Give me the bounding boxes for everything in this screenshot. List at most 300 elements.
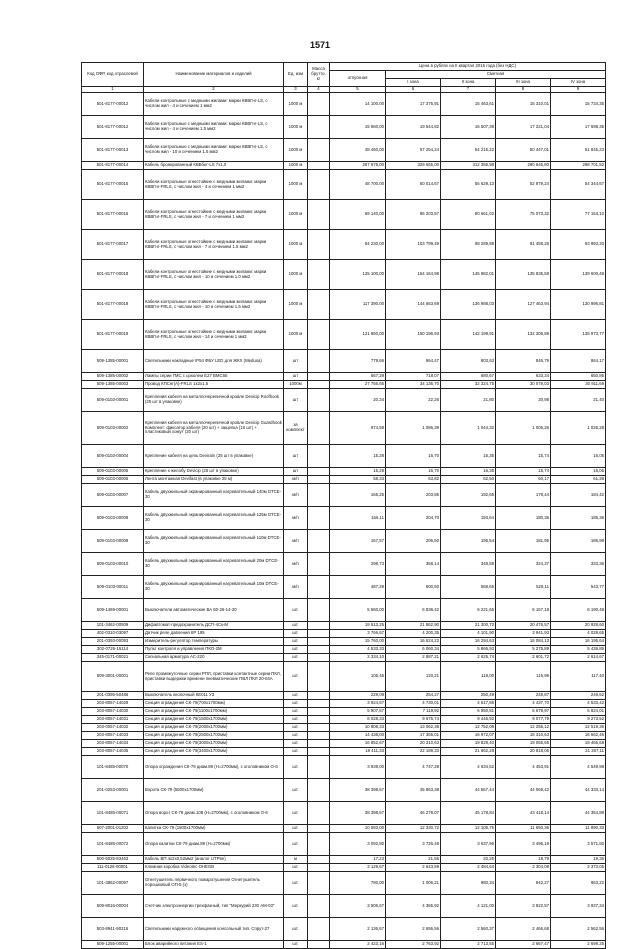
cell-price-zone1: 17 375,91 [386, 93, 441, 116]
cell-price-otpusk: 58,33 [330, 476, 386, 484]
table-row [82, 412, 606, 445]
cell-price-zone4: 2 562,56 [551, 918, 606, 941]
cell-price-zone1: 4 200,35 [386, 630, 441, 638]
table-row [82, 825, 606, 833]
cell-price-zone1: 150 196,93 [386, 320, 441, 350]
cell-price-zone4: 333,36 [551, 553, 606, 576]
cell-price-zone4: 19,35 [551, 856, 606, 864]
cell-unit: за комплект [284, 412, 308, 445]
cell-price-otpusk: 10 808,33 [330, 724, 386, 732]
cell-price-zone4: 21,40 [551, 389, 606, 412]
cell-mass [308, 162, 330, 170]
cell-mass [308, 200, 330, 230]
cell-unit: 1000 м [284, 170, 308, 200]
cell-code: 501-8177-00014 [82, 162, 144, 170]
cell-code: 501-8177-00013 [82, 139, 144, 162]
cell-unit: м/п [284, 553, 308, 576]
cell-price-otpusk: 105,45 [330, 662, 386, 692]
cell-name: Дифавтомат-предохранитель ДСП-4Ск-М [144, 622, 284, 630]
cell-price-otpusk: 20,34 [330, 389, 386, 412]
cell-mass [308, 740, 330, 748]
cell-price-zone1: 13 062,35 [386, 724, 441, 732]
cell-price-zone2: 12 105,75 [441, 825, 496, 833]
table-row [82, 320, 606, 350]
cell-price-zone2: 20,25 [441, 856, 496, 864]
cell-code: 203-8057-14033 [82, 732, 144, 740]
cell-price-zone3: 127 463,94 [496, 290, 551, 320]
cell-name: Секция ограждения СК-79(700х1700мм) [144, 700, 284, 708]
cell-mass [308, 662, 330, 692]
cell-unit: шт. [284, 756, 308, 779]
cell-price-zone3: 248,87 [496, 692, 551, 700]
cell-price-zone4: 21 267,11 [551, 748, 606, 756]
table-row [82, 230, 606, 260]
table-row [82, 856, 606, 864]
cell-code: 501-8177-00015 [82, 170, 144, 200]
cell-name: Кабель ВП 4х2х0,52мм2 (аналог UTP5e) [144, 856, 284, 864]
cell-name: Светильники накладные IP54 ФБУ LED для ЖКХ (Medusa) [144, 350, 284, 373]
cell-price-zone2: 21 662,28 [441, 748, 496, 756]
cell-price-otpusk: 84 230,00 [330, 230, 386, 260]
table-body [82, 93, 606, 949]
cell-name: Пульт контроля и управления ПКО-2М [144, 646, 284, 654]
cell-price-zone3: 15,74 [496, 445, 551, 468]
cell-unit: шт. [284, 724, 308, 732]
table-row [82, 389, 606, 412]
cell-price-zone1: 21,55 [386, 856, 441, 864]
cell-code: 501-8177-00012 [82, 93, 144, 116]
table-row [82, 530, 606, 553]
cell-unit: 1000 м [284, 200, 308, 230]
cell-name: Секция ограждения СК-79(1100х1700мм) [144, 708, 284, 716]
cell-price-zone1: 7 119,92 [386, 708, 441, 716]
cell-price-zone4: 51 845,23 [551, 139, 606, 162]
cell-price-zone2: 142 199,91 [441, 320, 496, 350]
cell-code: 101-8485-00072 [82, 833, 144, 856]
cell-price-zone3: 135 835,58 [496, 260, 551, 290]
cell-unit: м/п [284, 484, 308, 507]
cell-price-otpusk: 165,25 [330, 484, 386, 507]
cell-mass [308, 260, 330, 290]
cell-price-otpusk: 15,28 [330, 445, 386, 468]
cell-price-otpusk: 15,28 [330, 468, 386, 476]
table-row [82, 833, 606, 856]
cell-price-zone1: 203,86 [386, 484, 441, 507]
cell-mass [308, 373, 330, 381]
cell-price-zone3: 180,36 [496, 507, 551, 530]
cell-unit: м/п [284, 507, 308, 530]
cell-name: Кабель бронированный КВБбнг-LS 7х1,0 [144, 162, 284, 170]
cell-code: 503-8941-90216 [82, 918, 144, 941]
cell-unit: шт. [284, 740, 308, 748]
table-row [82, 646, 606, 654]
cell-unit: шт. [284, 748, 308, 756]
cell-price-zone1: 206,50 [386, 530, 441, 553]
cell-unit: шт. [284, 716, 308, 724]
cell-name: Измеритель-регулятор температуры [144, 638, 284, 646]
cell-mass [308, 350, 330, 373]
cell-price-zone1: 204,70 [386, 507, 441, 530]
cell-price-zone4: 1 025,28 [551, 412, 606, 445]
table-row [82, 599, 606, 622]
cell-name: Кабели контрольные огнестойкие с медными жилами: марки КВВГнг-FRLS, с числом жил - 7 и сечением 1 мм2 [144, 200, 284, 230]
index-cell: 6 [386, 87, 441, 93]
cell-code: 111-0126-00001 [82, 864, 144, 872]
cell-price-otpusk: 38 398,67 [330, 779, 386, 802]
cell-unit: шт. [284, 662, 308, 692]
cell-price-zone1: 21 862,90 [386, 622, 441, 630]
cell-price-zone1: 17 365,01 [386, 732, 441, 740]
cell-price-otpusk: 48 460,00 [330, 139, 386, 162]
cell-price-zone3: 3 822,57 [496, 895, 551, 918]
cell-mass [308, 116, 330, 139]
cell-price-otpusk: 2 334,10 [330, 654, 386, 662]
cell-price-zone4: 543,77 [551, 576, 606, 599]
cell-price-zone2: 195,54 [441, 530, 496, 553]
table-row [82, 468, 606, 476]
cell-price-zone2: 54 215,22 [441, 139, 496, 162]
table-row [82, 716, 606, 724]
cell-price-otpusk: 567,29 [330, 373, 386, 381]
cell-price-zone3: 115,96 [496, 662, 551, 692]
index-cell: 2 [144, 87, 284, 93]
cell-price-zone2: 80 661,02 [441, 200, 496, 230]
cell-mass [308, 389, 330, 412]
cell-price-otpusk: 974,58 [330, 412, 386, 445]
cell-code: 509-1385-00002 [82, 373, 144, 381]
cell-price-zone3: 2 667,47 [496, 941, 551, 949]
cell-code: 501-8177-00016 [82, 200, 144, 230]
header-zone-3: III зона [496, 79, 551, 87]
cell-price-zone1: 718,07 [386, 373, 441, 381]
cell-price-zone4: 135 973,77 [551, 320, 606, 350]
cell-price-zone1: 4 730,01 [386, 700, 441, 708]
cell-price-zone3: 633,34 [496, 373, 551, 381]
cell-price-zone4: 16 195,64 [551, 638, 606, 646]
cell-price-zone1: 368,14 [386, 553, 441, 576]
cell-price-zone4: 93 993,20 [551, 230, 606, 260]
cell-code: 402-0310-03097 [82, 630, 144, 638]
cell-unit: шт. [284, 630, 308, 638]
cell-name: Датчик реле давления КР 195 [144, 630, 284, 638]
cell-price-zone2: 62,50 [441, 476, 496, 484]
cell-price-zone3: 5 275,89 [496, 646, 551, 654]
cell-name: Выключатель кнопочный КЕ011 УЗ [144, 692, 284, 700]
index-cell: 8 [496, 87, 551, 93]
cell-mass [308, 622, 330, 630]
cell-unit: шт. [284, 732, 308, 740]
cell-name: Реле промежуточные серии РПЛ, приставки контактные серии ПКЛ, приставки выдержки времени пневматические ПВЛ ПКЛ 20-04А [144, 662, 284, 692]
cell-price-zone4: 17 698,35 [551, 116, 606, 139]
cell-mass [308, 716, 330, 724]
cell-code: 509-0103-00002 [82, 412, 144, 445]
cell-name: Кабели контрольные с медными жилами: марки КВВГнг-LS, с числом жил - 4 и сечением 1 мм2 [144, 93, 284, 116]
cell-price-zone4: 12 519,36 [551, 724, 606, 732]
header-otpusknaya: отпускная [330, 71, 386, 87]
cell-code: 501-8177-00018 [82, 260, 144, 290]
table-row [82, 802, 606, 825]
cell-mass [308, 576, 330, 599]
cell-name: Светильники наружного освещения консольный тип. Спрут-27 [144, 918, 284, 941]
cell-price-otpusk: 229,09 [330, 692, 386, 700]
cell-price-zone3: 60,17 [496, 476, 551, 484]
cell-price-zone1: 6 060,34 [386, 646, 441, 654]
cell-code: 101-3862-00097 [82, 872, 144, 895]
cell-price-zone3: 30 078,03 [496, 381, 551, 389]
cell-price-zone4: 186,99 [551, 530, 606, 553]
cell-price-zone3: 290 645,80 [496, 162, 551, 170]
cell-mass [308, 872, 330, 895]
cell-unit: м/п [284, 576, 308, 599]
table-row [82, 476, 606, 484]
cell-unit: 1000 м [284, 230, 308, 260]
cell-price-otpusk: 2 423,16 [330, 941, 386, 949]
cell-code: 509-0103-00001 [82, 389, 144, 412]
cell-mass [308, 825, 330, 833]
cell-unit: шт. [284, 779, 308, 802]
table-row [82, 553, 606, 576]
cell-unit: шт [284, 445, 308, 468]
cell-price-otpusk: 8 028,33 [330, 716, 386, 724]
cell-unit: шт. [284, 646, 308, 654]
cell-price-zone3: 1 005,26 [496, 412, 551, 445]
cell-mass [308, 692, 330, 700]
cell-unit: шт. [284, 941, 308, 949]
cell-price-zone3: 2 601,72 [496, 654, 551, 662]
cell-price-zone4: 298 701,52 [551, 162, 606, 170]
cell-price-zone2: 5 866,93 [441, 646, 496, 654]
cell-name: Кабели контрольные с медными жилами: марки КВВГнг-LS, с числом жил - 10 и сечением 1.5 мм2 [144, 139, 284, 162]
cell-price-zone1: 19 544,82 [386, 116, 441, 139]
table-row [82, 740, 606, 748]
table-row [82, 576, 606, 599]
cell-price-zone1: 2 763,92 [386, 941, 441, 949]
cell-price-zone3: 6 679,97 [496, 708, 551, 716]
cell-price-otpusk: 779,66 [330, 350, 386, 373]
cell-mass [308, 864, 330, 872]
table-row [82, 373, 606, 381]
cell-name: Кабели контрольные огнестойкие с медными жилами: марки КВВГнг-FRLS, с числом жил - 14 и сечением 1 мм2 [144, 320, 284, 350]
cell-price-zone4: 5 436,89 [551, 646, 606, 654]
cell-unit: шт [284, 389, 308, 412]
cell-code: 509-0103-00009 [82, 530, 144, 553]
cell-price-zone2: 2 560,37 [441, 918, 496, 941]
cell-code: 501-8177-00017 [82, 230, 144, 260]
cell-name: Выключатели автоматические ВА 60-26-14-20 [144, 599, 284, 622]
cell-unit: шт. [284, 599, 308, 622]
index-cell: 7 [441, 87, 496, 93]
cell-name: Кабели контрольные огнестойкие с медными жилами: марки КВВГнг-FRLS, с числом жил - 10 и сечением 1.5 мм2 [144, 290, 284, 320]
cell-unit: 1000 м [284, 93, 308, 116]
cell-price-zone4: 44 333,14 [551, 779, 606, 802]
cell-price-zone3: 324,37 [496, 553, 551, 576]
cell-price-otpusk: 18 411,33 [330, 748, 386, 756]
cell-name: Кабели контрольные огнестойкие с медными жилами: марки КВВГнг-FRLS, с числом жил - 7 и сечением 1.5 мм2 [144, 230, 284, 260]
table-row [82, 748, 606, 756]
cell-price-zone2: 16 294,63 [441, 638, 496, 646]
cell-price-otpusk: 69 140,00 [330, 200, 386, 230]
cell-price-zone2: 4 617,86 [441, 700, 496, 708]
table-row [82, 290, 606, 320]
cell-price-otpusk: 298,73 [330, 553, 386, 576]
cell-price-zone1: 45 863,38 [386, 779, 441, 802]
cell-price-zone2: 16,35 [441, 468, 496, 476]
cell-price-zone1: 4 747,28 [386, 756, 441, 779]
cell-price-zone2: 44 567,44 [441, 779, 496, 802]
cell-price-zone2: 192,65 [441, 484, 496, 507]
cell-price-zone1: 2 887,21 [386, 654, 441, 662]
cell-price-zone1: 600,50 [386, 576, 441, 599]
cell-price-zone3: 132 306,88 [496, 320, 551, 350]
cell-price-zone1: 1 086,39 [386, 412, 441, 445]
cell-unit: шт. [284, 802, 308, 825]
cell-unit: шт. [284, 864, 308, 872]
cell-price-zone1: 16 624,22 [386, 638, 441, 646]
cell-name: Кабель двухжильный экранированный нагревательный 110м DTCE-30 [144, 530, 284, 553]
cell-price-zone1: 103 799,49 [386, 230, 441, 260]
cell-name: Секция ограждения СК-79(3400х1700мм) [144, 748, 284, 756]
cell-mass [308, 290, 330, 320]
header-name: Наименование материалов и изделий [144, 63, 284, 87]
cell-code: 501-8177-00018 [82, 290, 144, 320]
cell-price-zone3: 846,79 [496, 350, 551, 373]
cell-price-zone3: 529,11 [496, 576, 551, 599]
cell-code: 201-0253-00001 [82, 779, 144, 802]
cell-price-otpusk: 2 136,67 [330, 918, 386, 941]
cell-price-zone4: 16,05 [551, 445, 606, 468]
cell-price-zone2: 16 507,39 [441, 116, 496, 139]
index-cell: 3 [284, 87, 308, 93]
cell-price-zone2: 16,35 [441, 445, 496, 468]
cell-price-zone3: 4 453,91 [496, 756, 551, 779]
table-row [82, 700, 606, 708]
cell-unit: шт. [284, 708, 308, 716]
table-row [82, 93, 606, 116]
cell-price-zone4: 4 028,65 [551, 630, 606, 638]
table-row [82, 484, 606, 507]
cell-price-zone1: 16,70 [386, 468, 441, 476]
cell-unit: шт. [284, 700, 308, 708]
cell-name: Секция ограждения СК-79(2000х1700мм) [144, 724, 284, 732]
cell-price-zone2: 2 484,64 [441, 864, 496, 872]
cell-price-otpusk: 17,23 [330, 856, 386, 864]
cell-price-zone3: 4 437,70 [496, 700, 551, 708]
cell-price-zone2: 12 752,09 [441, 724, 496, 732]
cell-unit: 1000 м [284, 260, 308, 290]
cell-price-otpusk: 3 092,80 [330, 833, 386, 856]
cell-price-zone3: 20,98 [496, 389, 551, 412]
cell-price-otpusk: 780,00 [330, 872, 386, 895]
cell-name: Крепления кабеля на металлочерепичной кровле Devicip Roofhook (25 шт в упаковке) [144, 389, 284, 412]
cell-price-otpusk: 267 675,00 [330, 162, 386, 170]
cell-unit: м/п [284, 530, 308, 553]
cell-mass [308, 708, 330, 716]
cell-price-zone2: 4 634,52 [441, 756, 496, 779]
cell-price-zone1: 3 726,48 [386, 833, 441, 856]
table-row [82, 507, 606, 530]
cell-price-otpusk: 3 766,67 [330, 630, 386, 638]
cell-unit: м/п [284, 476, 308, 484]
cell-price-zone1: 6 836,42 [386, 599, 441, 622]
table-row [82, 139, 606, 162]
cell-price-otpusk: 125 100,00 [330, 260, 386, 290]
cell-price-zone4: 864,17 [551, 350, 606, 373]
cell-price-zone1: 1 006,21 [386, 872, 441, 895]
cell-price-zone4: 16 662,46 [551, 732, 606, 740]
cell-mass [308, 630, 330, 638]
cell-unit: м [284, 856, 308, 864]
cell-code: 507-2001-01202 [82, 825, 144, 833]
cell-code: 509-0103-00004 [82, 445, 144, 468]
cell-price-otpusk: 15 660,00 [330, 116, 386, 139]
cell-price-zone1: 964,47 [386, 350, 441, 373]
cell-price-zone2: 2 625,74 [441, 654, 496, 662]
cell-mass [308, 732, 330, 740]
cell-price-zone1: 85 203,57 [386, 200, 441, 230]
cell-price-zone2: 19 828,40 [441, 740, 496, 748]
cell-mass [308, 139, 330, 162]
table-row [82, 732, 606, 740]
header-unit: Ед. изм [284, 63, 308, 87]
table-row [82, 116, 606, 139]
cell-price-zone2: 312 355,98 [441, 162, 496, 170]
cell-price-otpusk: 4 533,33 [330, 646, 386, 654]
cell-price-otpusk: 19 513,25 [330, 622, 386, 630]
cell-code: 509-0103-00011 [82, 576, 144, 599]
cell-mass [308, 895, 330, 918]
table-row [82, 708, 606, 716]
cell-code: 509-1255-00001 [82, 941, 144, 949]
cell-price-otpusk: 166,11 [330, 507, 386, 530]
cell-mass [308, 654, 330, 662]
cell-price-zone2: 16 972,07 [441, 732, 496, 740]
cell-mass [308, 445, 330, 468]
cell-mass [308, 748, 330, 756]
cell-mass [308, 646, 330, 654]
header-mass: Масса брутто, кг [308, 63, 330, 87]
cell-price-zone1: 60 014,67 [386, 170, 441, 200]
cell-price-zone3: 19 055,65 [496, 740, 551, 748]
cell-name: Крепление к желобу Devicip (25 шт в упаковке) [144, 468, 284, 476]
cell-price-zone4: 130 996,81 [551, 290, 606, 320]
cell-mass [308, 599, 330, 622]
cell-price-otpusk: 3 924,67 [330, 700, 386, 708]
cell-name: Секция ограждения СК-79(3000х1700мм) [144, 740, 284, 748]
table-row [82, 638, 606, 646]
cell-name: Счетчик электроэнергии трехфазный, тип "Меркурий 230 АМ-03" [144, 895, 284, 918]
cell-price-zone1: 2 643,59 [386, 864, 441, 872]
cell-price-zone4: 4 549,98 [551, 756, 606, 779]
cell-code: 509-3001-00001 [82, 662, 144, 692]
cell-price-zone4: 139 600,49 [551, 260, 606, 290]
cell-price-zone3: 15,74 [496, 468, 551, 476]
cell-unit: 1000 м [284, 162, 308, 170]
cell-price-zone2: 21 300,72 [441, 622, 496, 630]
cell-price-zone2: 250,49 [441, 692, 496, 700]
table-row [82, 654, 606, 662]
cell-mass [308, 918, 330, 941]
cell-code: 509-8016-00004 [82, 895, 144, 918]
cell-unit: шт [284, 350, 308, 373]
cell-price-zone4: 184,42 [551, 484, 606, 507]
cell-price-zone1: 20 310,63 [386, 740, 441, 748]
cell-price-zone1: 4 365,92 [386, 895, 441, 918]
cell-price-zone4: 16,05 [551, 468, 606, 476]
cell-price-zone2: 9 445,92 [441, 716, 496, 724]
cell-code: 509-0103-00005 [82, 468, 144, 476]
cell-mass [308, 941, 330, 949]
cell-price-zone3: 91 458,25 [496, 230, 551, 260]
